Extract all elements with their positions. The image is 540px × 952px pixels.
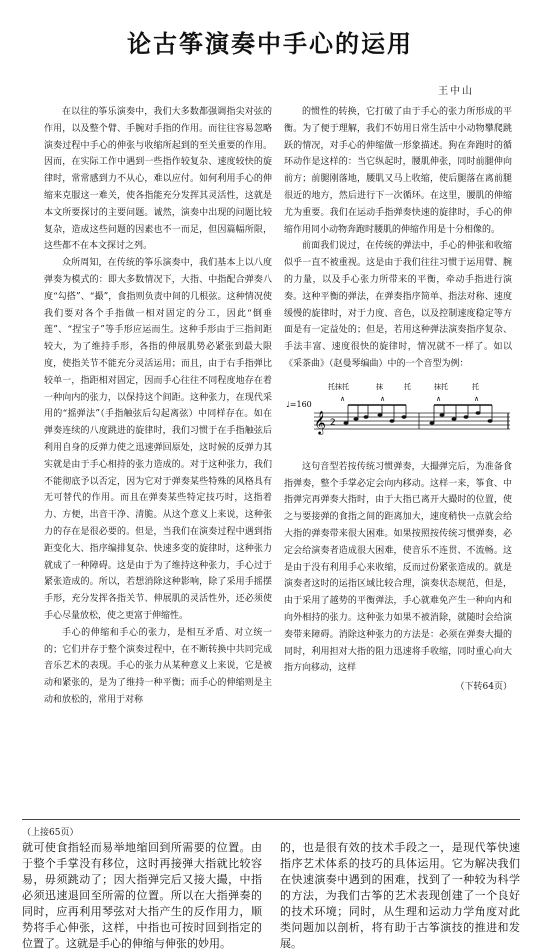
right-column <box>284 104 512 816</box>
note-stems-and-beams <box>348 405 492 423</box>
right-paragraph-2: 前面我们说过，在传统的弹法中，手心的伸张和收缩似乎一直不被重视。这是由于我们往往习惯于运用臂、腕的力量，以及手心张力所带来的平衡，牵动手指进行演奏。这种平衡的弹法，在弹奏指序简单、指法对称、速度缓慢的旋律时，对于力度、音色，以及控制速度稳定等方面是有一定益处的；但是，若用这种弹法演奏指序复杂、手法丰富、速度很快的旋律时，情况就不一样了。如以《采茶曲》（赵曼琴编曲）中的一个音型为例： <box>284 241 512 369</box>
bottom-left-text: 就可使食指轻而易举地缩回到所需要的位置。由于整个手掌没有移位，这时再接弹大指就比较容易，毋须跳动了；因大指弹完后又接大撮，中指必须迅速退回至所需的位置。所以在大指弹奏的同时，应再利用琴弦对大指产生的反作用力，顺势将手心伸张，这样，中指也可按时回到指定的位置了。这就是手心的伸缩与伸张的妙用。 <box>22 841 262 950</box>
score-label-5: 托 <box>472 382 479 391</box>
accent-mark-1: ∧ <box>340 394 346 403</box>
score-label-2: 抹 <box>376 382 383 391</box>
section-divider <box>22 819 520 820</box>
time-signature-icon: 2 <box>330 417 336 428</box>
continued-note: （下转64页） <box>455 682 512 693</box>
accent-mark-4: ∧ <box>474 394 480 403</box>
continued-from-note: （上接65页） <box>22 828 79 838</box>
staff-lines <box>314 413 510 429</box>
score-label-3: 托 <box>404 382 411 391</box>
left-column <box>44 104 272 816</box>
article-title: 论古筝演奏中手心的运用 <box>127 29 413 58</box>
author-name: 王中山 <box>438 86 474 97</box>
tempo-marking: ♩=160 <box>286 399 312 409</box>
bottom-right-text: 的，也是很有效的技术手段之一，是现代筝快速指序艺术体系的技巧的具体运用。它为解决我们在快速演奏中遇到的困难，找到了一种较为科学的方法，为我们古筝的艺术表现创建了一个良好的技术环境；同时，从生理和运动力学角度对此类问题加以剖析，将有助于古筝演技的推进和发展。 <box>280 841 520 950</box>
accent-mark-2: ∧ <box>380 394 386 403</box>
accent-mark-3: ∧ <box>436 394 442 403</box>
score-label-4: 抹托 <box>434 382 448 391</box>
left-paragraph-3: 手心的伸缩和手心的张力，是相互矛盾、对立统一的；它们并存于整个演奏过程中，在不断转换中共同完成音乐艺术的表现。手心的张力从某种意义上来说，它是被动和紧张的，是为了维持一种平衡；而手心的伸缩则是主动和放松的，常用于对称 <box>44 627 272 705</box>
right-paragraph-3: 这句音型若按传统习惯弹奏，大撮弹完后，为准备食指弹奏，整个手掌必定会向内移动。这样一来，筝食、中指弹完再弹奏大指时，由于大指已离开大撮时的位置，使之与要接弹的食指之间的距离加大，速度稍快一点就会给大指的弹奏带来很大困难。如果按照按传统习惯弹奏，必定会给演奏者造成很大困难，使音乐不连贯、不流畅。这是由于没有利用手心来收缩，反而过份紧张造成的。就是演奏者这时的运指区域比较合理，演奏状态规范，但是，由于采用了越势的平衡弹法，手心就难免产生一种向内和向外相持的张力。这种张力如果不被消除，就随时会给演奏带来障碍。消除这种张力的方法是：必须在弹奏大撮的同时，利用担对大指的阻力迅速将手收缩，同时重心向大指方向移动，这样 <box>284 461 512 674</box>
right-paragraph-1: 的惯性的转换，它打破了由于手心的张力所形成的平衡。为了便于理解，我们不妨用日常生活中小动物攀爬跳跃的情况，对手心的伸缩做一形象描述。狗在奔跑时的循环动作是这样的：当它纵起时，腰肌伸张，同时前腿伸向前方；前腿刚落地，腰肌又马上收缩，使后腿落在离前腿很近的地方，然后进行下一次循环。在这里，腰肌的伸缩尤为重要。我们在运动手指弹奏快速的旋律时，手心的伸缩作用同小动物奔跑时腰肌的伸缩作用是十分相像的。 <box>284 107 512 235</box>
treble-clef-icon: 𝄞 <box>314 409 326 434</box>
left-paragraph-1: 在以往的筝乐演奏中，我们大多数都强调指尖对弦的作用，以及整个臂、手腕对手指的作用。而往往容易忽略演奏过程中手心的伸张与收缩所起到的至关重要的作用。因而，在实际工作中遇到一些指作较复杂、速度较快的旋律时，常常感到力不从心，难以应付。如何利用手心的伸缩来克服这一难关，使各指能充分发挥其灵活性，这就是本文所要探讨的主要问题。诚然，演奏中出现的问题比较复杂，造成这些问题的因素也不一而足，但因篇幅所限，这些都不在本文探讨之列。 <box>44 107 272 252</box>
left-paragraph-2: 众所周知，在传统的筝乐演奏中，我们基本上以八度弹奏为模式的：即大多数情况下，大指、中指配合弹奏八度“勾搭”、“撮”，食指则负责中间的几根弦。这种情况使我们要对各个手指做一相对固定的分工，因此“倒垂莲”、“捏宝子”等手形应运而生。这种手形由于三指间距较大，为了维持手形，各指的伸展肌势必紧张到最大限度，使指关节不能充分灵活运用；而且，由于右手指弹比较单一，指距相对固定，因而手心往往不同程度地存在着一种向内的张力，以保持这个间距。这种张力，在现代采用的“摇弹法”（手指触弦后勾起离弦）中同样存在。如在弹奏连续的八度跳进的旋律时，我们习惯于在手指触弦后利用自身的反弹力使之迅速弹回原处，这时候的反弹力其实就是由于手心相持的张力造成的。对于这种张力，我们不能彻底予以否定，因为它对于弹奏某些特殊的风格具有无可替代的作用。而且在弹奏某些特定技巧时，这指着力、方便，出音干净、清脆。从这个意义上来说，这种张力的存在是很必要的。但是，当我们在演奏过程中遇到指距变化大、指序编排复杂、快速多变的旋律时，这种张力就成了一种障碍。这是由于为了维持这种张力，手心过于紧张造成的。所以，若想消除这种影响，除了采用手摇摆手形，充分发挥各指关节、伸展肌的灵活性外，还必须使手心尽量放松，使之更富于伸缩性。 <box>44 258 272 621</box>
score-label-1: 托抹托 <box>328 382 349 391</box>
music-score-example <box>284 379 512 449</box>
